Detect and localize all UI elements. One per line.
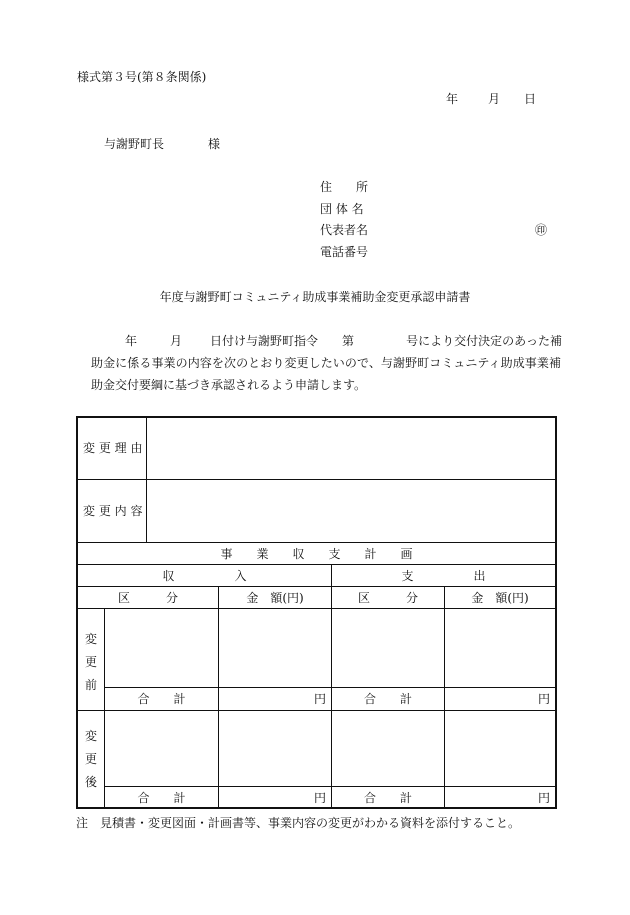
address-label: 住 所 bbox=[320, 180, 369, 194]
body-line-1-rest: 号により交付決定のあった補 bbox=[406, 334, 562, 348]
addressee-name: 与謝野町長 bbox=[104, 137, 165, 151]
addressee bbox=[104, 137, 220, 151]
row-divider bbox=[78, 586, 555, 587]
row-divider bbox=[78, 710, 555, 711]
date-month: 月 bbox=[488, 92, 501, 106]
body-dated: 日付け与謝野町指令 bbox=[210, 334, 319, 348]
income-total-before-label: 合 計 bbox=[137, 692, 186, 706]
row-divider bbox=[78, 479, 555, 480]
body-year: 年 bbox=[125, 334, 138, 348]
income-total-after-yen: 円 bbox=[313, 791, 326, 805]
income-category-header: 区 分 bbox=[117, 591, 178, 605]
plan-table bbox=[76, 416, 557, 809]
row-divider bbox=[78, 542, 555, 543]
row-divider bbox=[104, 786, 555, 787]
expense-total-after-label: 合 計 bbox=[363, 791, 412, 805]
change-content-label: 変 更 内 容 bbox=[83, 504, 143, 518]
row-divider bbox=[78, 608, 555, 609]
row-divider bbox=[78, 564, 555, 565]
before-char-3: 前 bbox=[84, 678, 97, 692]
change-reason-label: 変 更 理 由 bbox=[83, 441, 143, 455]
attachment-note: 注 見積書・変更図面・計画書等、事業内容の変更がわかる資料を添付すること。 bbox=[76, 816, 521, 830]
col-divider bbox=[146, 418, 147, 542]
before-char-1: 変 bbox=[84, 632, 97, 646]
document-title: 年度与謝野町コミュニティ助成事業補助金変更承認申請書 bbox=[159, 290, 471, 304]
body-number-prefix: 第 bbox=[342, 334, 355, 348]
row-divider bbox=[104, 687, 555, 688]
before-char-2: 更 bbox=[84, 655, 97, 669]
date-year: 年 bbox=[446, 92, 459, 106]
addressee-honorific: 様 bbox=[208, 137, 221, 151]
date-line bbox=[446, 92, 536, 106]
date-day: 日 bbox=[524, 92, 537, 106]
application-body bbox=[91, 330, 561, 396]
after-char-2: 更 bbox=[84, 752, 97, 766]
income-total-before-yen: 円 bbox=[313, 692, 326, 706]
expense-category-header: 区 分 bbox=[357, 591, 418, 605]
expense-total-before-yen: 円 bbox=[537, 692, 550, 706]
plan-header: 事 業 収 支 計 画 bbox=[220, 547, 413, 561]
form-number: 様式第３号(第８条関係) bbox=[77, 70, 207, 84]
after-char-3: 後 bbox=[84, 775, 97, 789]
expense-total-before-label: 合 計 bbox=[363, 692, 412, 706]
body-line-1 bbox=[91, 330, 561, 352]
expense-total-after-yen: 円 bbox=[537, 791, 550, 805]
income-header: 収 入 bbox=[162, 569, 247, 583]
representative-label: 代表者名 bbox=[320, 223, 369, 237]
phone-label: 電話番号 bbox=[320, 245, 369, 259]
after-char-1: 変 bbox=[84, 729, 97, 743]
seal-mark: ㊞ bbox=[535, 223, 548, 237]
income-total-after-label: 合 計 bbox=[137, 791, 186, 805]
body-continuation: 助金に係る事業の内容を次のとおり変更したいので、与謝野町コミュニティ助成事業補助金交付要綱に基づき承認されるよう申請します。 bbox=[91, 356, 561, 392]
group-name-label: 団 体 名 bbox=[320, 202, 364, 216]
income-amount-header: 金 額(円) bbox=[246, 591, 304, 605]
expense-header: 支 出 bbox=[401, 569, 486, 583]
expense-amount-header: 金 額(円) bbox=[471, 591, 529, 605]
col-divider bbox=[104, 608, 105, 807]
body-month: 月 bbox=[170, 334, 183, 348]
